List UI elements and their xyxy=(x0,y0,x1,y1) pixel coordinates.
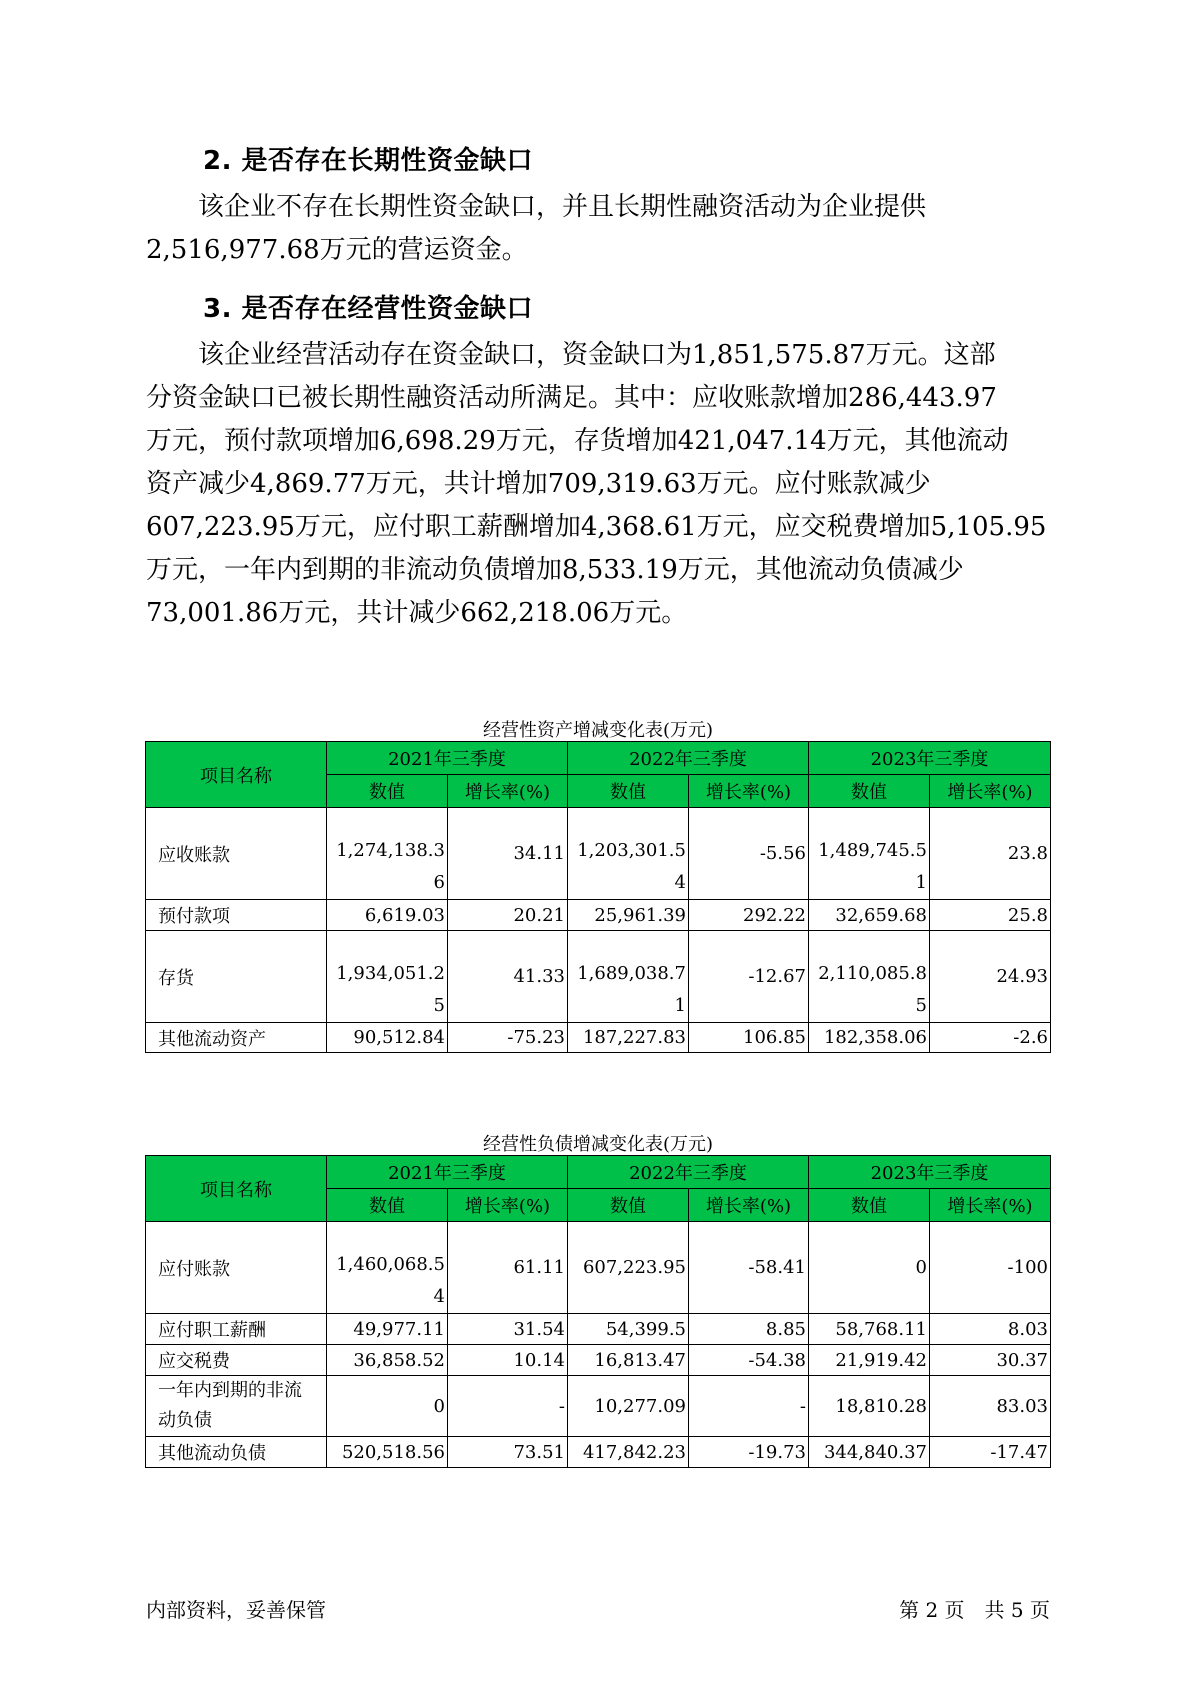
value-cell: 58,768.11 xyxy=(809,1314,930,1345)
paragraph-line: 万元，一年内到期的非流动负债增加8,533.19万元，其他流动负债减少 xyxy=(146,555,964,585)
row-label: 应收账款 xyxy=(146,808,327,900)
value-cell xyxy=(809,808,930,900)
growth-cell: -2.6 xyxy=(930,1023,1051,1053)
growth-cell: -5.56 xyxy=(689,808,809,900)
growth-cell: -58.41 xyxy=(689,1222,809,1314)
growth-cell: 73.51 xyxy=(448,1437,568,1468)
row-label: 存货 xyxy=(146,931,327,1023)
header-value: 数值 xyxy=(809,1189,930,1222)
value-cell-line: 1,934,051.2 xyxy=(336,963,445,984)
table-row xyxy=(146,931,1051,1023)
value-cell: 6,619.03 xyxy=(327,900,448,931)
growth-cell: 8.03 xyxy=(930,1314,1051,1345)
row-label: 预付款项 xyxy=(146,900,327,931)
value-cell xyxy=(327,1222,448,1314)
growth-cell: -100 xyxy=(930,1222,1051,1314)
growth-cell: -75.23 xyxy=(448,1023,568,1053)
value-cell: 16,813.47 xyxy=(568,1345,689,1376)
section-heading: 2. 是否存在长期性资金缺口 xyxy=(203,146,534,176)
table-row xyxy=(146,900,1051,931)
liabilities-table xyxy=(145,1155,1051,1468)
header-item-name: 项目名称 xyxy=(146,742,327,808)
header-period: 2021年三季度 xyxy=(327,1156,568,1189)
value-cell xyxy=(568,931,689,1023)
row-label xyxy=(146,1376,327,1437)
value-cell: 187,227.83 xyxy=(568,1023,689,1053)
value-cell-line: 2,110,085.8 xyxy=(818,963,927,984)
value-cell-line: 1,203,301.5 xyxy=(577,840,686,861)
footer-left: 内部资料，妥善保管 xyxy=(146,1598,326,1622)
value-cell: 417,842.23 xyxy=(568,1437,689,1468)
header-period: 2023年三季度 xyxy=(809,1156,1051,1189)
value-cell: 344,840.37 xyxy=(809,1437,930,1468)
growth-cell: 24.93 xyxy=(930,931,1051,1023)
header-growth: 增长率(%) xyxy=(930,775,1051,808)
value-cell-line: 1 xyxy=(674,995,686,1016)
table-row xyxy=(146,1023,1051,1053)
header-growth: 增长率(%) xyxy=(930,1189,1051,1222)
value-cell-line: 1,689,038.7 xyxy=(577,963,686,984)
value-cell: 607,223.95 xyxy=(568,1222,689,1314)
value-cell-line: 6 xyxy=(433,872,445,893)
growth-cell: -19.73 xyxy=(689,1437,809,1468)
row-label: 其他流动资产 xyxy=(146,1023,327,1053)
growth-cell: - xyxy=(689,1376,809,1437)
value-cell: 36,858.52 xyxy=(327,1345,448,1376)
value-cell-line: 5 xyxy=(915,995,927,1016)
paragraph-line: 该企业不存在长期性资金缺口，并且长期性融资活动为企业提供 xyxy=(146,192,927,222)
value-cell-line: 4 xyxy=(674,872,686,893)
growth-cell: 31.54 xyxy=(448,1314,568,1345)
value-cell xyxy=(327,808,448,900)
value-cell: 520,518.56 xyxy=(327,1437,448,1468)
growth-cell: -17.47 xyxy=(930,1437,1051,1468)
row-label: 应付账款 xyxy=(146,1222,327,1314)
table-row xyxy=(146,808,1051,900)
paragraph-line: 分资金缺口已被长期性融资活动所满足。其中：应收账款增加286,443.97 xyxy=(146,383,997,413)
growth-cell: 106.85 xyxy=(689,1023,809,1053)
value-cell: 21,919.42 xyxy=(809,1345,930,1376)
growth-cell: 25.8 xyxy=(930,900,1051,931)
value-cell-line: 5 xyxy=(433,995,445,1016)
growth-cell: 20.21 xyxy=(448,900,568,931)
paragraph xyxy=(146,334,1046,635)
growth-cell: 61.11 xyxy=(448,1222,568,1314)
growth-cell: 30.37 xyxy=(930,1345,1051,1376)
row-label: 应交税费 xyxy=(146,1345,327,1376)
value-cell-line: 1 xyxy=(915,872,927,893)
header-value: 数值 xyxy=(327,1189,448,1222)
header-growth: 增长率(%) xyxy=(689,775,809,808)
header-value: 数值 xyxy=(568,775,689,808)
paragraph-line: 2,516,977.68万元的营运资金。 xyxy=(146,235,528,265)
growth-cell: 8.85 xyxy=(689,1314,809,1345)
value-cell: 0 xyxy=(809,1222,930,1314)
paragraph-line: 资产减少4,869.77万元，共计增加709,319.63万元。应付账款减少 xyxy=(146,469,931,499)
header-period: 2021年三季度 xyxy=(327,742,568,775)
row-label: 应付职工薪酬 xyxy=(146,1314,327,1345)
row-label-line: 一年内到期的非流 xyxy=(158,1380,302,1401)
value-cell xyxy=(809,931,930,1023)
value-cell-line: 1,460,068.5 xyxy=(336,1254,445,1275)
header-period: 2022年三季度 xyxy=(568,1156,809,1189)
value-cell: 25,961.39 xyxy=(568,900,689,931)
growth-cell: -12.67 xyxy=(689,931,809,1023)
growth-cell: 41.33 xyxy=(448,931,568,1023)
value-cell: 18,810.28 xyxy=(809,1376,930,1437)
header-value: 数值 xyxy=(327,775,448,808)
value-cell: 49,977.11 xyxy=(327,1314,448,1345)
paragraph-line: 万元，预付款项增加6,698.29万元，存货增加421,047.14万元，其他流动 xyxy=(146,426,1009,456)
table-row xyxy=(146,1376,1051,1437)
value-cell: 10,277.09 xyxy=(568,1376,689,1437)
footer-page-number: 第 2 页 共 5 页 xyxy=(899,1598,1050,1622)
value-cell-line: 4 xyxy=(433,1286,445,1307)
assets-table xyxy=(145,741,1051,1053)
growth-cell: 23.8 xyxy=(930,808,1051,900)
paragraph-line: 该企业经营活动存在资金缺口，资金缺口为1,851,575.87万元。这部 xyxy=(146,340,996,370)
table-row xyxy=(146,1345,1051,1376)
table-caption: 经营性资产增减变化表(万元) xyxy=(482,720,714,741)
value-cell-line: 1,274,138.3 xyxy=(336,840,445,861)
header-item-name: 项目名称 xyxy=(146,1156,327,1222)
paragraph xyxy=(146,186,1046,272)
growth-cell: 83.03 xyxy=(930,1376,1051,1437)
table-row xyxy=(146,1437,1051,1468)
paragraph-line: 607,223.95万元，应付职工薪酬增加4,368.61万元，应交税费增加5,105.95 xyxy=(146,512,1047,542)
growth-cell: -54.38 xyxy=(689,1345,809,1376)
header-growth: 增长率(%) xyxy=(448,1189,568,1222)
growth-cell: - xyxy=(448,1376,568,1437)
growth-cell: 34.11 xyxy=(448,808,568,900)
header-period: 2023年三季度 xyxy=(809,742,1051,775)
value-cell: 182,358.06 xyxy=(809,1023,930,1053)
header-growth: 增长率(%) xyxy=(689,1189,809,1222)
paragraph-line: 73,001.86万元，共计减少662,218.06万元。 xyxy=(146,598,688,628)
row-label: 其他流动负债 xyxy=(146,1437,327,1468)
value-cell: 90,512.84 xyxy=(327,1023,448,1053)
value-cell: 0 xyxy=(327,1376,448,1437)
header-growth: 增长率(%) xyxy=(448,775,568,808)
row-label-line: 动负债 xyxy=(158,1410,212,1431)
growth-cell: 10.14 xyxy=(448,1345,568,1376)
section-heading: 3. 是否存在经营性资金缺口 xyxy=(203,294,534,324)
table-row xyxy=(146,1314,1051,1345)
table-row xyxy=(146,1222,1051,1314)
header-value: 数值 xyxy=(568,1189,689,1222)
table-caption: 经营性负债增减变化表(万元) xyxy=(482,1134,714,1155)
growth-cell: 292.22 xyxy=(689,900,809,931)
value-cell xyxy=(327,931,448,1023)
value-cell xyxy=(568,808,689,900)
value-cell-line: 1,489,745.5 xyxy=(818,840,927,861)
value-cell: 54,399.5 xyxy=(568,1314,689,1345)
value-cell: 32,659.68 xyxy=(809,900,930,931)
header-period: 2022年三季度 xyxy=(568,742,809,775)
header-value: 数值 xyxy=(809,775,930,808)
